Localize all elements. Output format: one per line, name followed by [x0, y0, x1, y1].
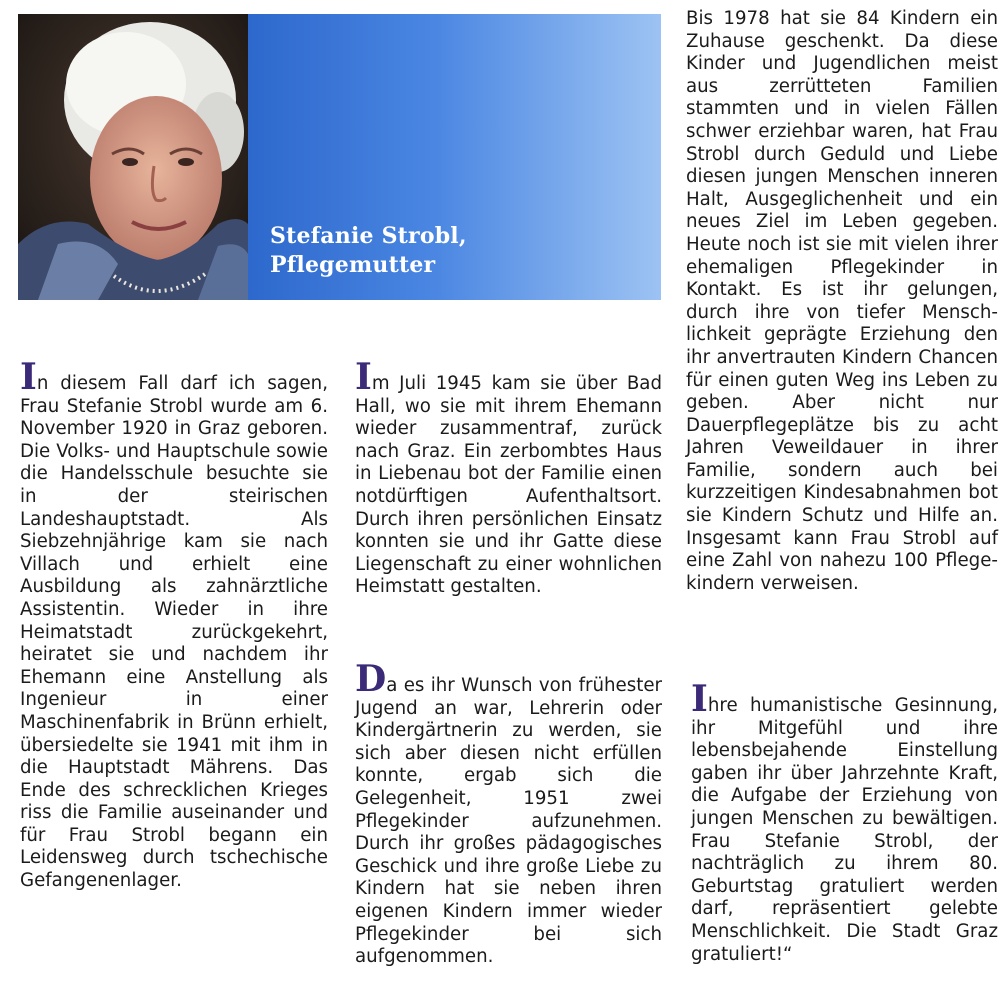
article-column-1	[20, 356, 328, 893]
paragraph-4: Bis 1978 hat sie 84 Kindern ein Zuhause geschenkt. Da diese Kinder und Jugendlichen meist aus zerrütteten Familien stammten und in vielen Fällen schwer erziehbar waren, hat Frau Strobl durch Geduld und Liebe diesen jungen Menschen inneren Halt, Ausgeglichenheit und ein neues Ziel im Leben gegeben. Heute noch ist sie mit vielen ihrer ehemaligen Pflegekinder in Kontakt. Es ist ihr gelungen, durch ihre von tiefer Menschlichkeit geprägte Erziehung den ihr anvertrauten Kindern Chancen für einen guten Weg ins Leben zu geben. Aber nicht nur Dauerpflegeplätze bis zu acht Jahren Veweildauer in ihrer Familie, sondern auch bei kurzzeitigen Kindesabnahmen bot sie Kindern Schutz und Hilfe an. Insgesamt kann Frau Strobl auf eine Zahl von nahezu 100 Pflegekindern verweisen.	[686, 8, 998, 594]
drop-cap: D	[355, 658, 387, 700]
paragraph-1	[20, 356, 328, 893]
person-role: Pflegemutter	[270, 252, 436, 278]
drop-cap: I	[355, 356, 372, 398]
article-column-2	[355, 356, 662, 599]
drop-cap: I	[691, 678, 708, 720]
portrait-caption	[270, 222, 467, 280]
article-column-3-lower	[691, 678, 998, 966]
paragraph-text: a es ihr Wunsch von frühester Jugend an war, Lehrerin oder Kindergärtnerin zu werden, sie sich aber diesen nicht erfüllen konnte, ergab sich die Gelegenheit, 1951 zwei Pflegekinder aufzunehmen. Durch ihr großes pädagogisches Geschick und ihre große Liebe zu Kindern hat sie neben ihren eigenen Kindern immer wieder Pflegekinder bei sich aufgenommen.	[355, 675, 662, 968]
paragraph-text: hre humanistische Gesinnung, ihr Mitgefühl und ihre lebensbejahende Einstellung gaben ihr über Jahrzehnte Kraft, die Aufgabe der Erziehung von jungen Menschen zu bewältigen. Frau Stefanie Strobl, der nachträglich zu ihrem 80. Geburtstag gratuliert werden darf, repräsentiert gelebte Menschlichkeit. Die Stadt Graz gratuliert!“	[691, 695, 998, 965]
portrait-illustration	[18, 14, 248, 300]
person-name: Stefanie Strobl,	[270, 223, 467, 249]
paragraph-5	[691, 678, 998, 966]
article-column-3	[686, 8, 998, 595]
article-column-2-lower	[355, 658, 662, 969]
paragraph-text: n diesem Fall darf ich sagen, Frau Stefanie Strobl wurde am 6. November 1920 in Graz geboren. Die Volks- und Hauptschule sowie die Handelsschule besuchte sie in der steirischen Landeshauptstadt. Als Siebzehnjährige kam sie nach Villach und erhielt eine Ausbildung als zahnärztliche Assistentin. Wieder in ihre Heimatstadt zurückgekehrt, heiratet sie und nachdem ihr Ehemann eine Anstellung als Ingenieur in einer Maschinenfabrik in Brünn erhielt, übersiedelte sie 1941 mit ihm in die Hauptstadt Mährens. Das Ende des schrecklichen Krieges riss die Familie auseinander und für Frau Strobl begann ein Leidensweg durch tschechische Gefangenenlager.	[20, 373, 328, 892]
paragraph-2	[355, 356, 662, 599]
drop-cap: I	[20, 356, 37, 398]
paragraph-text: m Juli 1945 kam sie über Bad Hall, wo sie mit ihrem Ehemann wieder zusammentraf, zurück nach Graz. Ein zerbombtes Haus in Liebenau bot der Familie einen notdürftigen Aufenthaltsort. Durch ihren persönlichen Einsatz konnten sie und ihr Gatte diese Liegenschaft zu einer wohnlichen Heimstatt gestalten.	[355, 373, 662, 598]
portrait-photo	[18, 14, 248, 300]
paragraph-3	[355, 658, 662, 969]
